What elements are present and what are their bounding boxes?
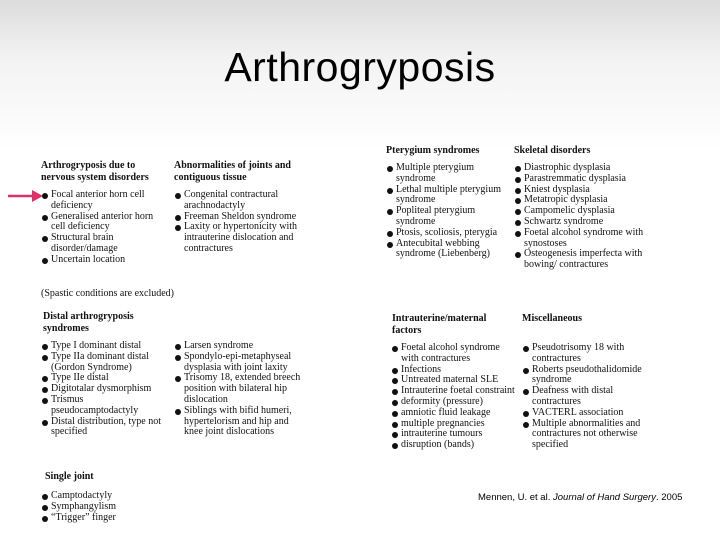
intrauterine-header [392, 313, 486, 337]
list-item: Multiple abnormalities and contractures not otherwise specified [522, 419, 650, 451]
list-item: Congenital contractural arachnodactyly [174, 190, 302, 212]
list-item: “Trigger” finger [41, 513, 169, 524]
single-joint-header: Single joint [45, 471, 94, 482]
list-item: Osteogenesis imperfecta with bowing/ contractures [514, 249, 644, 271]
list-item: Laxity or hypertonicity with intrauterine dislocation and contractures [174, 222, 302, 254]
distal-header-line: syndromes [43, 323, 89, 334]
joints-header-line: contiguous tissue [174, 172, 247, 183]
citation [478, 492, 682, 503]
skeletal-header: Skeletal disorders [514, 145, 591, 156]
list-item: Spondylo-epi-metaphyseal dysplasia with joint laxity [174, 352, 302, 374]
list-item: Antecubital webbing syndrome (Liebenberg) [386, 239, 510, 261]
list-item: Infections [391, 365, 518, 376]
list-item: intrauterine tumours [391, 429, 518, 440]
list-item: Parastremmatic dysplasia [514, 174, 644, 185]
list-item: VACTERL association [522, 408, 650, 419]
list-item: Generalised anterior horn cell deficiency [41, 212, 168, 234]
intrauterine-header-line: Intrauterine/maternal [392, 313, 487, 324]
misc-list [522, 343, 650, 451]
list-item: Freeman Sheldon syndrome [174, 212, 302, 223]
slide-title: Arthrogryposis [224, 44, 496, 90]
list-item: amniotic fluid leakage [391, 408, 518, 419]
list-item: Camptodactyly [41, 491, 169, 502]
list-item: Trisomy 18, extended breech position with bilateral hip dislocation [174, 373, 302, 405]
intrauterine-header-line: factors [392, 325, 422, 336]
list-item: Pseudotrisomy 18 with contractures [522, 343, 650, 365]
list-item: Larsen syndrome [174, 341, 302, 352]
single-joint-list [41, 491, 169, 523]
list-item: Foetal alcohol syndrome with contractures [391, 343, 518, 365]
citation-year: . 2005 [655, 492, 683, 503]
list-item: Structural brain disorder/damage [41, 233, 168, 255]
distal-header [43, 311, 134, 335]
list-item: Distal distribution, type not specified [41, 417, 169, 439]
nervous-header [41, 160, 149, 184]
list-item: Trismus pseudocamptodactyly [41, 395, 169, 417]
list-item: Focal anterior horn cell deficiency [41, 190, 168, 212]
list-item: Type I dominant distal [41, 341, 169, 352]
pterygium-header: Pterygium syndromes [386, 145, 480, 156]
joints-header-line: Abnormalities of joints and [174, 160, 291, 171]
arrow-pointer-icon [8, 188, 44, 204]
citation-authors: Mennen, U. et al. [478, 492, 551, 503]
list-item: Metatropic dysplasia [514, 195, 644, 206]
list-item: Siblings with bifid humeri, hypertelorism and hip and knee joint dislocations [174, 406, 302, 438]
list-item: deformity (pressure) [391, 397, 518, 408]
list-item: Popliteal pterygium syndrome [386, 206, 510, 228]
joints-header [174, 160, 291, 184]
distal-list-right [174, 341, 302, 438]
pterygium-list [386, 163, 510, 260]
joints-list [174, 190, 302, 255]
list-item: Multiple pterygium syndrome [386, 163, 510, 185]
list-item: Symphangylism [41, 502, 169, 513]
list-item: Roberts pseudothalidomide syndrome [522, 365, 650, 387]
list-item: Ptosis, scoliosis, pterygia [386, 228, 510, 239]
list-item: Digitotalar dysmorphism [41, 384, 169, 395]
intrauterine-list [391, 343, 518, 451]
distal-list-left [41, 341, 169, 438]
nervous-list [41, 190, 168, 266]
list-item: disruption (bands) [391, 440, 518, 451]
list-item: Untreated maternal SLE [391, 375, 518, 386]
list-item: Type IIe distal [41, 373, 169, 384]
list-item: Type IIa dominant distal (Gordon Syndrome) [41, 352, 169, 374]
list-item: Intrauterine foetal constraint [391, 386, 518, 397]
list-item: Lethal multiple pterygium syndrome [386, 185, 510, 207]
list-item: Schwartz syndrome [514, 217, 644, 228]
list-item: Diastrophic dysplasia [514, 163, 644, 174]
list-item: Uncertain location [41, 255, 168, 266]
skeletal-list [514, 163, 644, 271]
misc-header: Miscellaneous [522, 313, 582, 324]
spastic-note: (Spastic conditions are excluded) [41, 288, 175, 299]
list-item: Campomelic dysplasia [514, 206, 644, 217]
list-item: Kniest dysplasia [514, 185, 644, 196]
nervous-header-line: Arthrogryposis due to [41, 160, 136, 171]
nervous-header-line: nervous system disorders [41, 172, 149, 183]
list-item: Deafness with distal contractures [522, 386, 650, 408]
citation-journal: Journal of Hand Surgery [553, 492, 656, 503]
distal-header-line: Distal arthrogryposis [43, 311, 134, 322]
list-item: Foetal alcohol syndrome with synostoses [514, 228, 644, 250]
list-item: multiple pregnancies [391, 419, 518, 430]
